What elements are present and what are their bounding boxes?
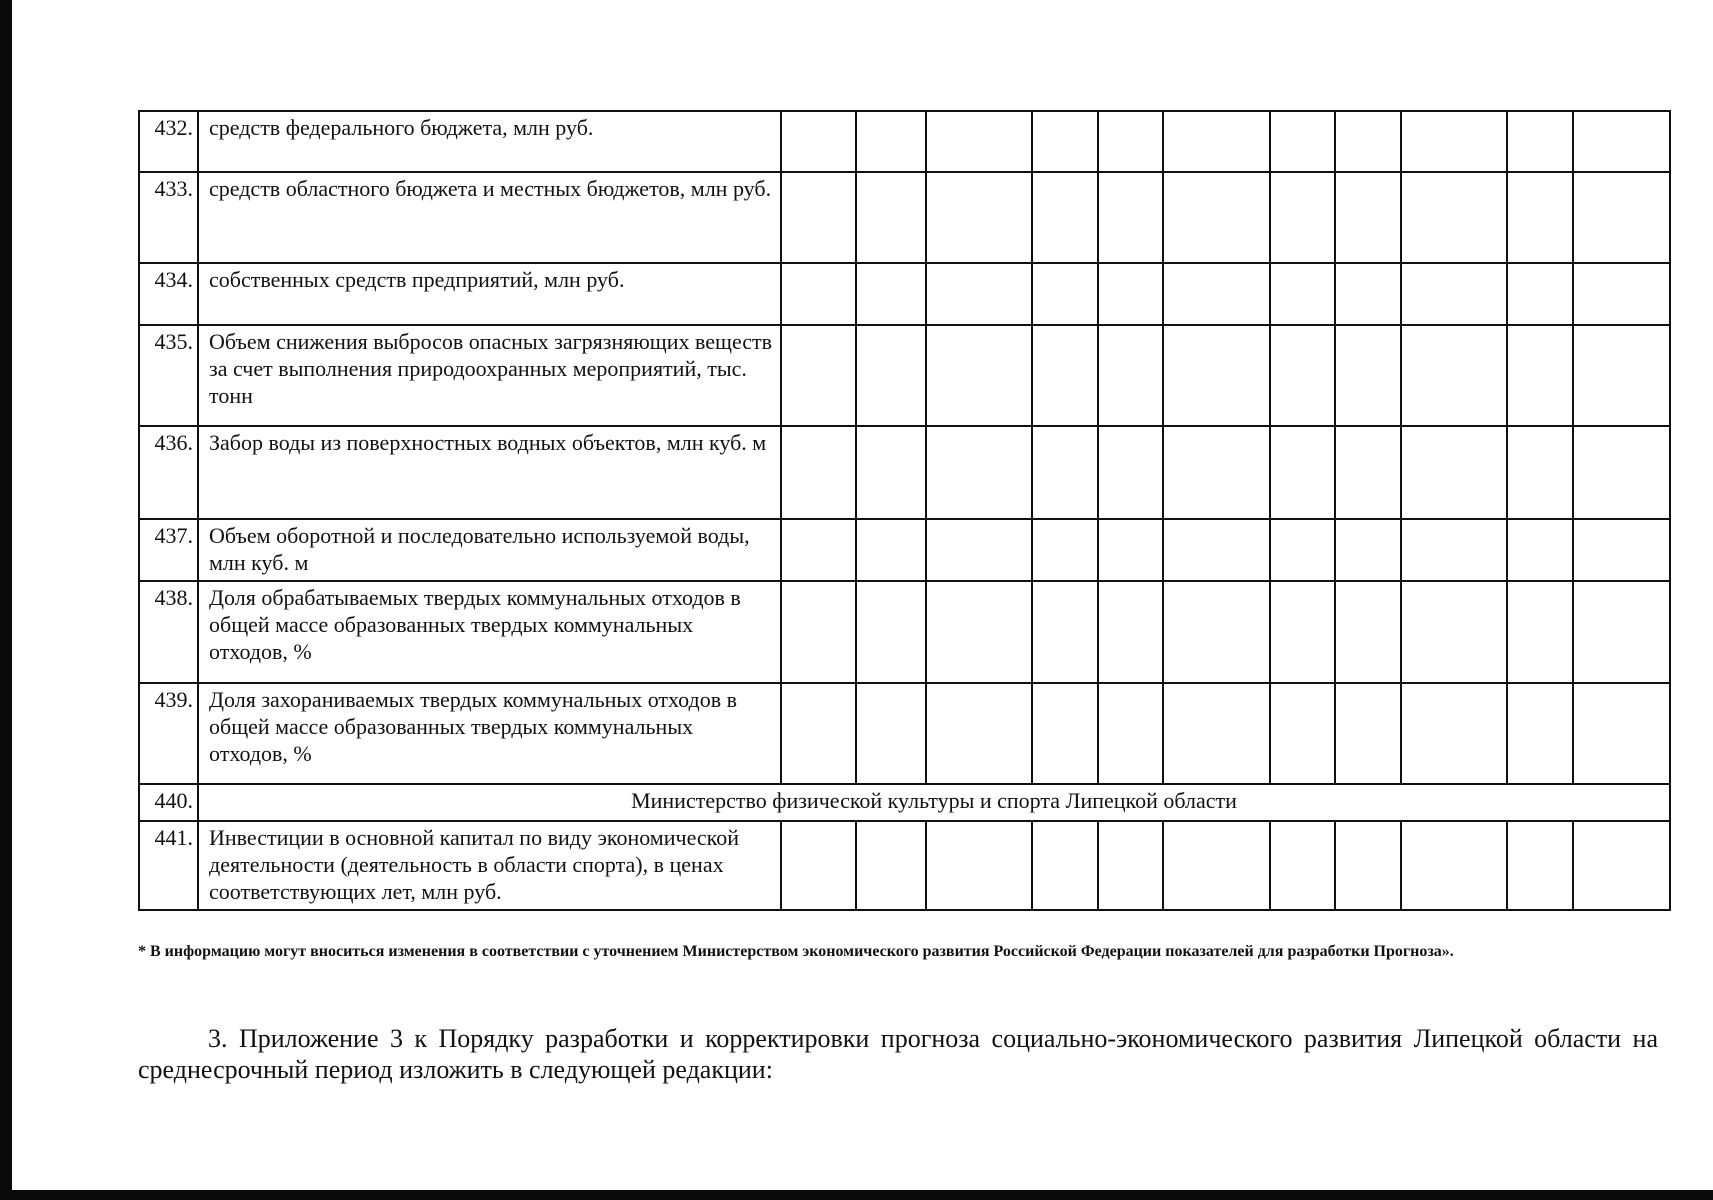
value-cell [1335, 519, 1401, 581]
value-cell [1573, 581, 1670, 683]
value-cell [1507, 111, 1573, 172]
value-cell [1163, 263, 1270, 325]
indicator-table [138, 110, 1671, 911]
value-cell [1032, 683, 1098, 784]
value-cell [1507, 172, 1573, 263]
value-cell [1401, 821, 1507, 910]
value-cell [1270, 263, 1335, 325]
value-cell [1573, 325, 1670, 426]
value-cell [1507, 581, 1573, 683]
value-cell [1573, 111, 1670, 172]
value-cell [781, 683, 856, 784]
value-cell [1270, 325, 1335, 426]
value-cell [1270, 683, 1335, 784]
value-cell [1032, 426, 1098, 519]
value-cell [1163, 683, 1270, 784]
value-cell [781, 325, 856, 426]
value-cell [1098, 325, 1163, 426]
value-cell [856, 111, 926, 172]
value-cell [1401, 683, 1507, 784]
value-cell [1270, 821, 1335, 910]
value-cell [1573, 683, 1670, 784]
value-cell [1032, 263, 1098, 325]
value-cell [1507, 325, 1573, 426]
value-cell [781, 263, 856, 325]
value-cell [926, 519, 1032, 581]
value-cell [1573, 821, 1670, 910]
value-cell [1401, 325, 1507, 426]
row-description: Доля захораниваемых твердых коммунальных отходов в общей массе образованных твердых коммунальных отходов, % [198, 683, 781, 784]
value-cell [926, 111, 1032, 172]
value-cell [1032, 581, 1098, 683]
value-cell [1335, 263, 1401, 325]
value-cell [856, 519, 926, 581]
value-cell [1335, 683, 1401, 784]
value-cell [1032, 519, 1098, 581]
value-cell [1270, 581, 1335, 683]
value-cell [1573, 172, 1670, 263]
value-cell [1507, 426, 1573, 519]
value-cell [1163, 519, 1270, 581]
row-description: средств федерального бюджета, млн руб. [198, 111, 781, 172]
section-heading: Министерство физической культуры и спорта Липецкой области [198, 784, 1670, 821]
row-description: Объем оборотной и последовательно используемой воды, млн куб. м [198, 519, 781, 581]
value-cell [1270, 172, 1335, 263]
row-number: 436. [139, 426, 198, 519]
value-cell [856, 426, 926, 519]
value-cell [1032, 111, 1098, 172]
value-cell [856, 172, 926, 263]
value-cell [856, 263, 926, 325]
value-cell [856, 821, 926, 910]
value-cell [856, 325, 926, 426]
value-cell [1335, 581, 1401, 683]
value-cell [781, 581, 856, 683]
value-cell [1401, 426, 1507, 519]
value-cell [1401, 172, 1507, 263]
row-number: 440. [139, 784, 198, 821]
value-cell [1270, 519, 1335, 581]
value-cell [1401, 263, 1507, 325]
value-cell [926, 172, 1032, 263]
row-number: 437. [139, 519, 198, 581]
value-cell [1098, 426, 1163, 519]
value-cell [1163, 172, 1270, 263]
scan-edge-bottom [0, 1190, 1713, 1200]
table-row [139, 519, 1670, 581]
value-cell [926, 426, 1032, 519]
value-cell [1507, 683, 1573, 784]
value-cell [856, 683, 926, 784]
value-cell [781, 172, 856, 263]
value-cell [1163, 581, 1270, 683]
table-row [139, 172, 1670, 263]
value-cell [1163, 111, 1270, 172]
row-description: средств областного бюджета и местных бюджетов, млн руб. [198, 172, 781, 263]
row-number: 439. [139, 683, 198, 784]
value-cell [1270, 111, 1335, 172]
table-row [139, 821, 1670, 910]
section-row [139, 784, 1670, 821]
value-cell [1335, 172, 1401, 263]
scan-edge-left [0, 0, 12, 1200]
row-number: 434. [139, 263, 198, 325]
value-cell [1335, 426, 1401, 519]
value-cell [781, 519, 856, 581]
value-cell [1098, 581, 1163, 683]
value-cell [1098, 821, 1163, 910]
value-cell [1573, 426, 1670, 519]
value-cell [781, 426, 856, 519]
value-cell [1032, 821, 1098, 910]
value-cell [1507, 821, 1573, 910]
row-description: Доля обрабатываемых твердых коммунальных отходов в общей массе образованных твердых коммунальных отходов, % [198, 581, 781, 683]
value-cell [926, 821, 1032, 910]
table-row [139, 111, 1670, 172]
value-cell [1335, 111, 1401, 172]
value-cell [856, 581, 926, 683]
value-cell [1098, 519, 1163, 581]
row-number: 435. [139, 325, 198, 426]
row-number: 432. [139, 111, 198, 172]
row-description: собственных средств предприятий, млн руб. [198, 263, 781, 325]
row-description: Забор воды из поверхностных водных объектов, млн куб. м [198, 426, 781, 519]
table-row [139, 426, 1670, 519]
row-number: 438. [139, 581, 198, 683]
value-cell [926, 581, 1032, 683]
value-cell [781, 111, 856, 172]
value-cell [1401, 111, 1507, 172]
table-row [139, 325, 1670, 426]
value-cell [1507, 263, 1573, 325]
value-cell [926, 683, 1032, 784]
value-cell [1507, 519, 1573, 581]
value-cell [1573, 519, 1670, 581]
value-cell [781, 821, 856, 910]
value-cell [926, 325, 1032, 426]
value-cell [1270, 426, 1335, 519]
value-cell [1335, 821, 1401, 910]
body-paragraph: 3. Приложение 3 к Порядку разработки и корректировки прогноза социально-экономического развития Липецкой области на среднесрочный период изложить в следующей редакции: [138, 1024, 1658, 1084]
row-description: Инвестиции в основной капитал по виду экономической деятельности (деятельность в области спорта), в ценах соответствующих лет, млн руб. [198, 821, 781, 910]
value-cell [1335, 325, 1401, 426]
value-cell [1032, 172, 1098, 263]
value-cell [1163, 426, 1270, 519]
table-row [139, 581, 1670, 683]
value-cell [1401, 581, 1507, 683]
row-description: Объем снижения выбросов опасных загрязняющих веществ за счет выполнения природоохранных мероприятий, тыс. тонн [198, 325, 781, 426]
value-cell [1098, 263, 1163, 325]
value-cell [1098, 683, 1163, 784]
row-number: 433. [139, 172, 198, 263]
value-cell [1163, 821, 1270, 910]
value-cell [1032, 325, 1098, 426]
value-cell [1573, 263, 1670, 325]
value-cell [1098, 172, 1163, 263]
footnote: * В информацию могут вноситься изменения в соответствии с уточнением Министерством экономического развития Российской Федерации показателей для разработки Прогноза». [138, 943, 1454, 960]
table-row [139, 683, 1670, 784]
value-cell [1098, 111, 1163, 172]
row-number: 441. [139, 821, 198, 910]
table-row [139, 263, 1670, 325]
value-cell [1401, 519, 1507, 581]
value-cell [926, 263, 1032, 325]
value-cell [1163, 325, 1270, 426]
